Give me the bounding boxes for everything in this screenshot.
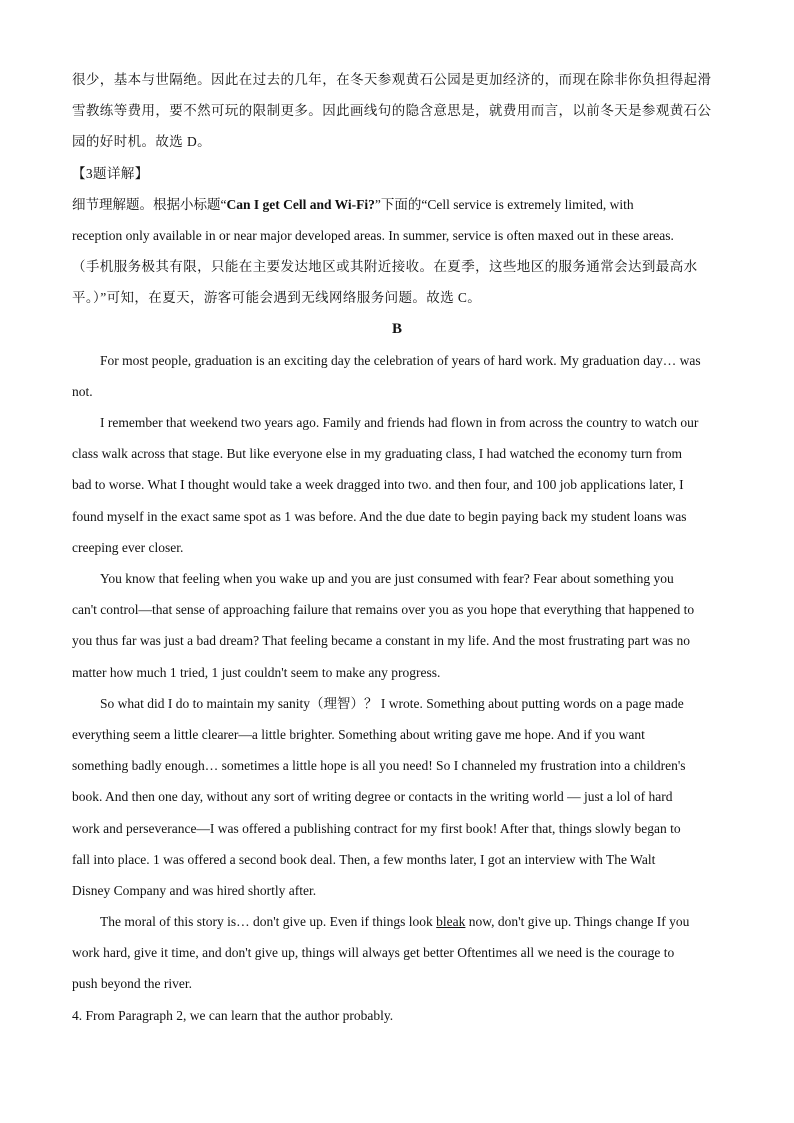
underlined-word: bleak [436, 914, 466, 930]
passage-line: creeping ever closer. [72, 539, 184, 555]
explanation-line: 雪教练等费用，要不然可玩的限制更多。因此画线句的隐含意思是，就费用而言，以前冬天是参观黄石公 [72, 103, 712, 119]
passage-line: push beyond the river. [72, 976, 192, 992]
q3-explanation-line: reception only available in or near major developed areas. In summer, service is often maxed out in these areas. [72, 227, 674, 243]
q3-explanation-line: （手机服务极其有限，只能在主要发达地区或其附近接收。在夏季，这些地区的服务通常会达到最高水 [72, 259, 698, 275]
passage-line: For most people, graduation is an exciting day the celebration of years of hard work. My graduation day… was [100, 352, 701, 368]
passage-line: bad to worse. What I thought would take a week dragged into two. and then four, and 100 job applications later, I [72, 477, 684, 493]
passage-line: you thus far was just a bad dream? That feeling became a constant in my life. And the most frustrating part was no [72, 633, 690, 649]
document-page [72, 64, 722, 1031]
q3-title: 【3题详解】 [72, 165, 149, 181]
passage-line: Disney Company and was hired shortly after. [72, 882, 317, 898]
passage-line: I remember that weekend two years ago. Family and friends had flown in from across the country to watch our [100, 415, 699, 431]
explanation-line: 园的好时机。故选 D。 [72, 134, 212, 150]
passage-text: The moral of this story is… don't give up. Even if things look [100, 914, 437, 930]
passage-line: class walk across that stage. But like everyone else in my graduating class, I had watched the economy turn from [72, 446, 682, 462]
passage-line: So what did I do to maintain my sanity（理智）？ I wrote. Something about putting words on a page made [100, 695, 684, 711]
explanation-line: 很少，基本与世隔绝。因此在过去的几年，在冬天参观黄石公园是更加经济的，而现在除非你负担得起滑 [72, 72, 712, 87]
passage-line: everything seem a little clearer—a little brighter. Something about writing gave me hope. And if you want [72, 726, 645, 742]
passage-line: matter how much 1 tried, 1 just couldn't seem to make any progress. [72, 664, 441, 680]
q3-explanation-line: 平。）”可知，在夏天，游客可能会遇到无线网络服务问题。故选 C。 [72, 290, 482, 306]
passage-line: book. And then one day, without any sort of writing degree or contacts in the writing world — just a lol of hard [72, 789, 673, 805]
q3-text: ”下面的“Cell service is extremely limited, with [374, 196, 634, 212]
passage-line [72, 906, 722, 937]
passage-text: now, don't give up. Things change If you [465, 914, 690, 930]
passage-line: work and perseverance—I was offered a publishing contract for my first book! After that, things slowly began to [72, 820, 681, 836]
q3-explanation-line [72, 189, 722, 220]
passage-line: You know that feeling when you wake up and you are just consumed with fear? Fear about something you [100, 571, 674, 586]
passage-line: can't control—that sense of approaching failure that remains over you as you hope that everything that happened to [72, 602, 695, 618]
section-heading: B [391, 320, 402, 337]
passage-line: fall into place. 1 was offered a second book deal. Then, a few months later, I got an interview with The Walt [72, 851, 656, 867]
q3-subtitle-quote: Can I get Cell and Wi-Fi? [226, 196, 375, 212]
passage-line: work hard, give it time, and don't give up, things will always get better Oftentimes all we need is the courage to [72, 945, 675, 961]
passage-line: something badly enough… sometimes a little hope is all you need! So I channeled my frustration into a children's [72, 758, 686, 774]
passage-line: not. [72, 383, 93, 399]
q3-text: 细节理解题。根据小标题“ [72, 196, 227, 212]
passage-line: found myself in the exact same spot as 1 was before. And the due date to begin paying back my student loans was [72, 508, 687, 524]
question-4: 4. From Paragraph 2, we can learn that the author probably. [72, 1007, 394, 1023]
